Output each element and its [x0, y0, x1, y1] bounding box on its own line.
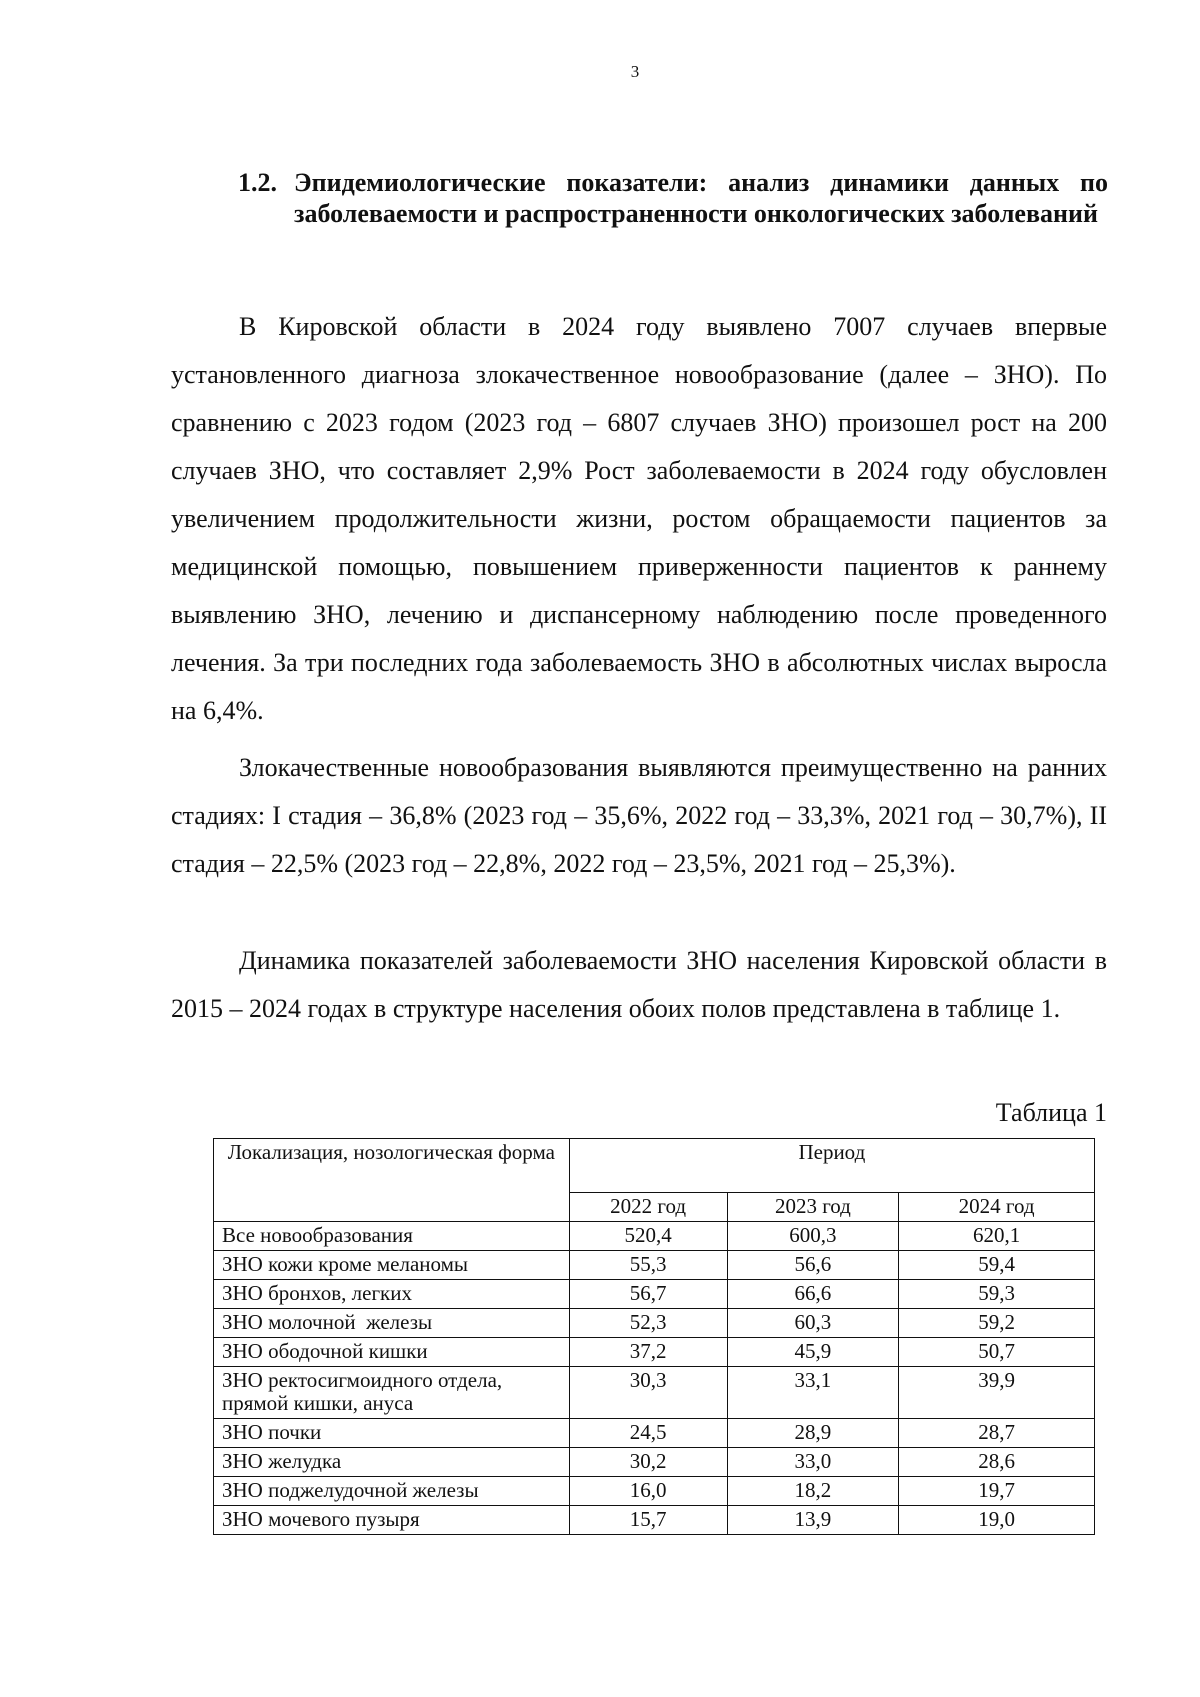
cell-2024: 59,4 [899, 1251, 1095, 1280]
row-label: ЗНО бронхов, легких [214, 1280, 570, 1309]
row-label: ЗНО желудка [214, 1448, 570, 1477]
cell-2022: 55,3 [569, 1251, 727, 1280]
cell-2024: 59,3 [899, 1280, 1095, 1309]
table-row [214, 1338, 1095, 1367]
row-label: ЗНО кожи кроме меланомы [214, 1251, 570, 1280]
header-year: 2024 год [899, 1193, 1095, 1222]
section-title: Эпидемиологические показатели: анализ динамики данных по заболеваемости и распространенности онкологических заболеваний [294, 168, 1108, 228]
cell-2023: 18,2 [727, 1477, 899, 1506]
cell-2024: 39,9 [899, 1367, 1095, 1419]
section-heading [238, 167, 1108, 229]
cell-2023: 13,9 [727, 1506, 899, 1535]
cell-2024: 28,6 [899, 1448, 1095, 1477]
cell-2022: 30,2 [569, 1448, 727, 1477]
cell-2024: 620,1 [899, 1222, 1095, 1251]
incidence-table [213, 1138, 1095, 1535]
table-caption: Таблица 1 [995, 1098, 1107, 1127]
table-row [214, 1309, 1095, 1338]
cell-2022: 16,0 [569, 1477, 727, 1506]
section-number: 1.2. [238, 168, 277, 197]
cell-2024: 19,7 [899, 1477, 1095, 1506]
table-row [214, 1367, 1095, 1419]
header-year: 2023 год [727, 1193, 899, 1222]
cell-2022: 56,7 [569, 1280, 727, 1309]
row-label: ЗНО поджелудочной железы [214, 1477, 570, 1506]
table-row [214, 1506, 1095, 1535]
cell-2022: 37,2 [569, 1338, 727, 1367]
row-label: ЗНО почки [214, 1419, 570, 1448]
page-number: 3 [630, 62, 640, 81]
paragraph-stages: Злокачественные новообразования выявляются преимущественно на ранних стадиях: I стадия – 36,8% (2023 год – 35,6%, 2022 год – 33,3%, 2021 год – 30,7%), II стадия – 22,5% (2023 год – 22,8%, 2022 год – 23,5%, 2021 год – 25,3%). [171, 753, 1107, 878]
cell-2022: 24,5 [569, 1419, 727, 1448]
cell-2023: 28,9 [727, 1419, 899, 1448]
cell-2022: 15,7 [569, 1506, 727, 1535]
cell-2024: 19,0 [899, 1506, 1095, 1535]
table-row [214, 1222, 1095, 1251]
cell-2023: 60,3 [727, 1309, 899, 1338]
cell-2022: 520,4 [569, 1222, 727, 1251]
cell-2022: 30,3 [569, 1367, 727, 1419]
cell-2023: 66,6 [727, 1280, 899, 1309]
paragraph-incidence: В Кировской области в 2024 году выявлено 7007 случаев впервые установленного диагноза злокачественное новообразование (далее – ЗНО). По сравнению с 2023 годом (2023 год – 6807 случаев ЗНО) произошел рост на 200 случаев ЗНО, что составляет 2,9% Рост заболеваемости в 2024 году обусловлен увеличением продолжительности жизни, ростом обращаемости пациентов за медицинской помощью, повышением приверженности пациентов к раннему выявлению ЗНО, лечению и диспансерному наблюдению после проведенного лечения. За три последних года заболеваемость ЗНО в абсолютных числах выросла на 6,4%. [171, 312, 1107, 725]
paragraph-table-intro: Динамика показателей заболеваемости ЗНО населения Кировской области в 2015 – 2024 годах в структуре населения обоих полов представлена в таблице 1. [171, 946, 1107, 1023]
table-row [214, 1419, 1095, 1448]
header-localization: Локализация, нозологическая форма [214, 1139, 570, 1222]
row-label: ЗНО ректосигмоидного отдела, прямой кишки, ануса [214, 1367, 570, 1419]
header-year: 2022 год [569, 1193, 727, 1222]
cell-2024: 50,7 [899, 1338, 1095, 1367]
row-label: ЗНО мочевого пузыря [214, 1506, 570, 1535]
table-row [214, 1448, 1095, 1477]
cell-2022: 52,3 [569, 1309, 727, 1338]
table-row [214, 1280, 1095, 1309]
header-period: Период [569, 1139, 1094, 1193]
cell-2023: 45,9 [727, 1338, 899, 1367]
table-row [214, 1477, 1095, 1506]
cell-2024: 59,2 [899, 1309, 1095, 1338]
cell-2024: 28,7 [899, 1419, 1095, 1448]
row-label: ЗНО ободочной кишки [214, 1338, 570, 1367]
cell-2023: 600,3 [727, 1222, 899, 1251]
cell-2023: 33,1 [727, 1367, 899, 1419]
row-label: Все новообразования [214, 1222, 570, 1251]
table-row [214, 1251, 1095, 1280]
cell-2023: 33,0 [727, 1448, 899, 1477]
cell-2023: 56,6 [727, 1251, 899, 1280]
row-label: ЗНО молочной железы [214, 1309, 570, 1338]
table-body [214, 1222, 1095, 1535]
